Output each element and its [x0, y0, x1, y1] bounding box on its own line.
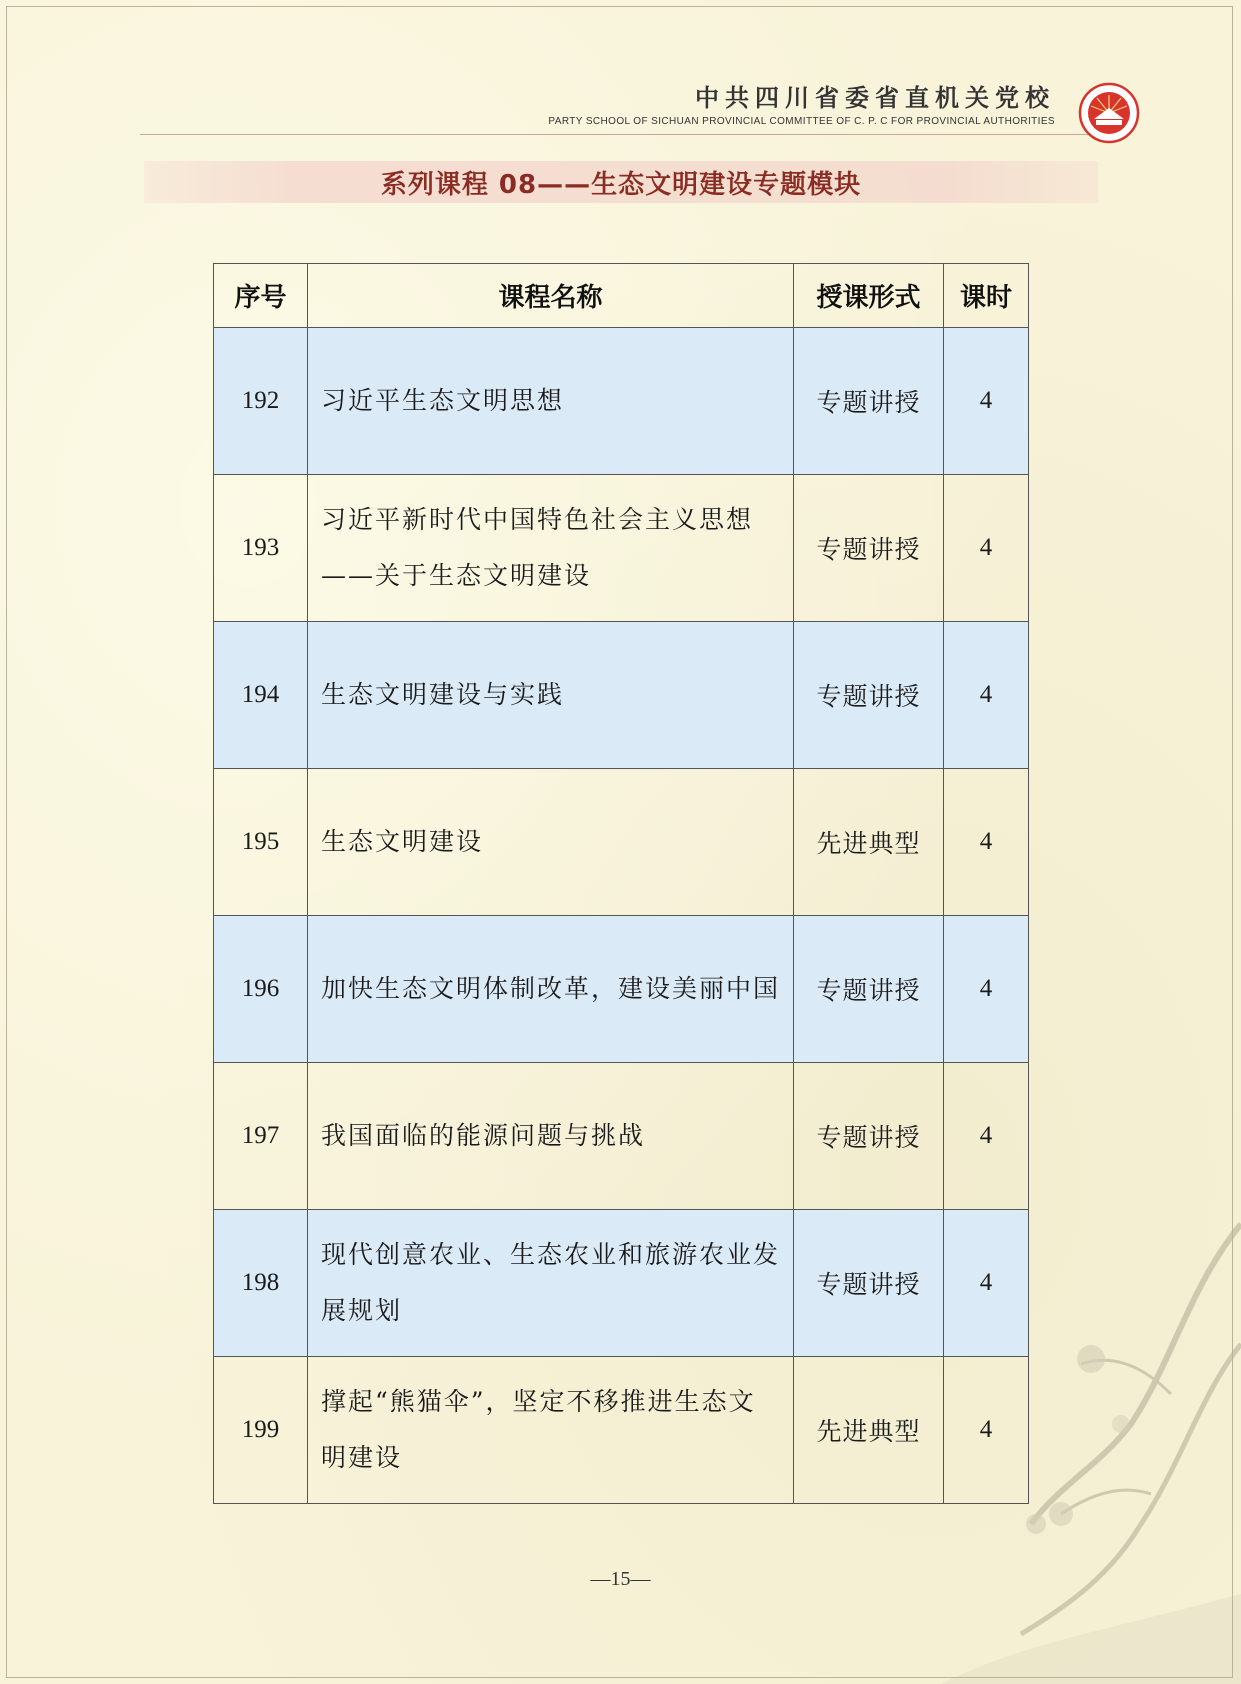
header-teaching-form: 授课形式 [794, 264, 944, 328]
module-title-band [144, 161, 1098, 203]
teaching-form: 专题讲授 [794, 1063, 944, 1210]
table-row [214, 475, 1029, 622]
course-hours: 4 [944, 769, 1029, 916]
course-number: 193 [214, 475, 308, 622]
course-table [213, 263, 1029, 1504]
table-row [214, 1210, 1029, 1357]
header-number: 序号 [214, 264, 308, 328]
table-row [214, 769, 1029, 916]
page-number: —15— [590, 1568, 651, 1590]
course-number: 199 [214, 1357, 308, 1504]
course-hours: 4 [944, 622, 1029, 769]
table-header-row [214, 264, 1029, 328]
course-name: 习近平生态文明思想 [308, 328, 794, 475]
course-hours: 4 [944, 475, 1029, 622]
course-name: 我国面临的能源问题与挑战 [308, 1063, 794, 1210]
course-number: 192 [214, 328, 308, 475]
school-name-en: PARTY SCHOOL OF SICHUAN PROVINCIAL COMMITTEE OF C. P. C FOR PROVINCIAL AUTHORITIES [548, 116, 1055, 127]
teaching-form: 专题讲授 [794, 916, 944, 1063]
course-number: 196 [214, 916, 308, 1063]
course-name: 生态文明建设 [308, 769, 794, 916]
course-name: 撑起“熊猫伞”，坚定不移推进生态文明建设 [308, 1357, 794, 1504]
course-number: 195 [214, 769, 308, 916]
course-number: 197 [214, 1063, 308, 1210]
header-hours: 课时 [944, 264, 1029, 328]
module-title: 系列课程 08——生态文明建设专题模块 [380, 169, 862, 200]
table-row [214, 1357, 1029, 1504]
teaching-form: 专题讲授 [794, 328, 944, 475]
course-hours: 4 [944, 1210, 1029, 1357]
course-name: 习近平新时代中国特色社会主义思想——关于生态文明建设 [308, 475, 794, 622]
course-hours: 4 [944, 328, 1029, 475]
table-row [214, 328, 1029, 475]
teaching-form: 专题讲授 [794, 475, 944, 622]
course-hours: 4 [944, 1063, 1029, 1210]
party-school-emblem-icon [1078, 82, 1140, 144]
table-row [214, 1063, 1029, 1210]
table-row [214, 916, 1029, 1063]
header-course-name: 课程名称 [308, 264, 794, 328]
course-hours: 4 [944, 916, 1029, 1063]
teaching-form: 专题讲授 [794, 622, 944, 769]
teaching-form: 先进典型 [794, 1357, 944, 1504]
course-name: 现代创意农业、生态农业和旅游农业发展规划 [308, 1210, 794, 1357]
table-row [214, 622, 1029, 769]
course-number: 198 [214, 1210, 308, 1357]
teaching-form: 专题讲授 [794, 1210, 944, 1357]
school-name-cn: 中共四川省委省直机关党校 [695, 83, 1055, 112]
header-divider [140, 134, 1100, 135]
course-hours: 4 [944, 1357, 1029, 1504]
course-name: 生态文明建设与实践 [308, 622, 794, 769]
course-number: 194 [214, 622, 308, 769]
course-name: 加快生态文明体制改革，建设美丽中国 [308, 916, 794, 1063]
teaching-form: 先进典型 [794, 769, 944, 916]
